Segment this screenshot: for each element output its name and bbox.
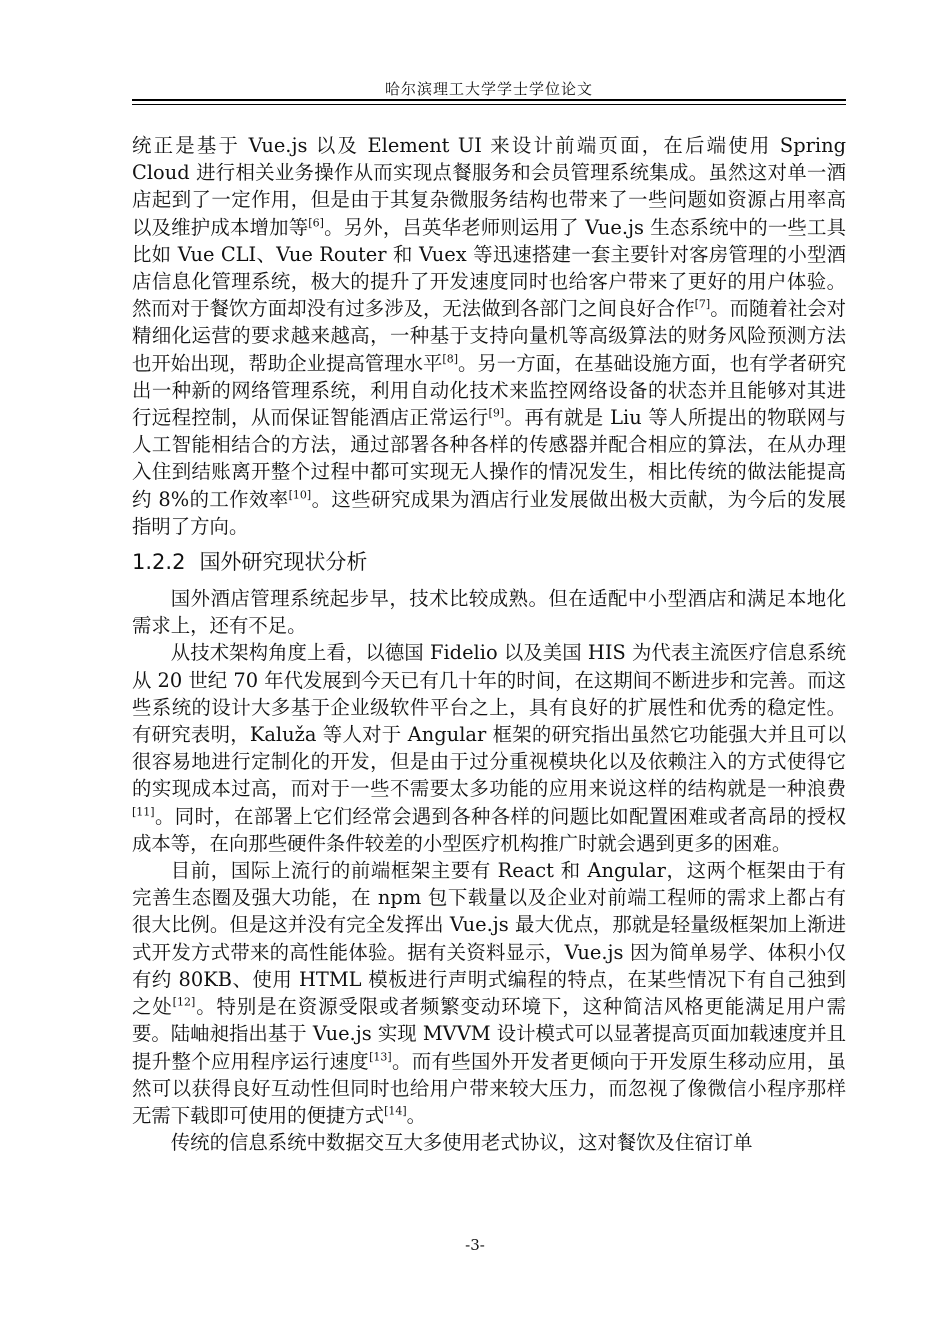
citation-marker: [9] [488, 406, 505, 420]
paragraph-3: 目前，国际上流行的前端框架主要有 React 和 Angular，这两个框架由于有完善生态圈及强大功能，在 npm 包下载量以及企业对前端工程师的需求上都占有很大比例。但是这并没有完全发挥出 Vue.js 最大优点，那就是轻量级框架加上渐进式开发方式带来的高性能体验。据有关资料显示，Vue.js 因为简单易学、体积小仅有约 80KB、使用 HTML 模板进行声明式编程的特点，在某些情况下有自己独到之处[12]。特别是在资源受限或者频繁变动环境下，这种简洁风格更能满足用户需要。陆岫昶指出基于 Vue.js 实现 MVVM 设计模式可以显著提高页面加载速度并且提升整个应用程序运行速度[13]。而有些国外开发者更倾向于开发原生移动应用，虽然可以获得良好互动性但同时也给用户带来较大压力，而忽视了像微信小程序那样无需下载即可使用的便捷方式[14]。 [132, 859, 847, 1127]
paragraph-1: 国外酒店管理系统起步早，技术比较成熟。但在适配中小型酒店和满足本地化需求上，还有不足。 [132, 587, 846, 638]
section-number: 1.2.2 [132, 550, 186, 575]
paragraph-4: 传统的信息系统中数据交互大多使用老式协议，这对餐饮及住宿订单 [170, 1131, 753, 1155]
citation-marker: [8] [442, 352, 458, 366]
section-heading [132, 547, 846, 577]
citation-marker: [14] [384, 1104, 407, 1118]
section-title: 国外研究现状分析 [199, 550, 368, 575]
citation-marker: [12] [172, 995, 196, 1009]
paragraph-2: 从技术架构角度上看，以德国 Fidelio 以及美国 HIS 为代表主流医疗信息系统从 20 世纪 70 年代发展到今天已有几十年的时间，在这期间不断进步和完善。而这些系统的设计大多基于企业级软件平台之上，具有良好的扩展性和优秀的稳定性。有研究表明，Kaluža 等人对于 Angular 框架的研究指出虽然它功能强大并且可以很容易地进行定制化的开发，但是由于过分重视模块化以及依赖注入的方式使得它的实现成本过高，而对于一些不需要太多功能的应用来说这样的结构就是一种浪费[11]。同时，在部署上它们经常会遇到各种各样的问题比如配置困难或者高昂的授权成本等，在向那些硬件条件较差的小型医疗机构推广时就会遇到更多的困难。 [132, 641, 846, 855]
page-number: -3- [465, 1236, 485, 1254]
citation-marker: [6] [308, 216, 324, 230]
citation-marker: [10] [288, 488, 312, 502]
header-rule-thick [132, 99, 846, 101]
citation-marker: [7] [694, 297, 711, 311]
citation-marker: [13] [369, 1050, 392, 1064]
paragraph-continued: 统正是基于 Vue.js 以及 Element UI 来设计前端页面，在后端使用 Spring Cloud 进行相关业务操作从而实现点餐服务和会员管理系统集成。虽然这对单一酒店起到了一定作用，但是由于其复杂微服务结构也带来了一些问题如资源占用率高以及维护成本增加等[6]。另外，吕英华老师则运用了 Vue.js 生态系统中的一些工具比如 Vue CLI、Vue Router 和 Vuex 等迅速搭建一套主要针对客房管理的小型酒店信息化管理系统，极大的提升了开发速度同时也给客户带来了更好的用户体验。然而对于餐饮方面却没有过多涉及，无法做到各部门之间良好合作[7]。而随着社会对精细化运营的要求越来越高，一种基于支持向量机等高级算法的财务风险预测方法也开始出现，帮助企业提高管理水平[8]。另一方面，在基础设施方面，也有学者研究出一种新的网络管理系统，利用自动化技术来监控网络设备的状态并且能够对其进行远程控制，从而保证智能酒店正常运行[9]。再有就是 Liu 等人所提出的物联网与人工智能相结合的方法，通过部署各种各样的传感器并配合相应的算法，在从办理入住到结账离开整个过程中都可实现无人操作的情况发生，相比传统的做法能提高约 8%的工作效率[10]。这些研究成果为酒店行业发展做出极大贡献，为今后的发展指明了方向。 [132, 134, 847, 538]
running-header: 哈尔滨理工大学学士学位论文 [384, 80, 593, 98]
page-body [132, 132, 846, 1156]
header-rule-thin [132, 104, 846, 105]
citation-marker: [11] [132, 805, 155, 819]
